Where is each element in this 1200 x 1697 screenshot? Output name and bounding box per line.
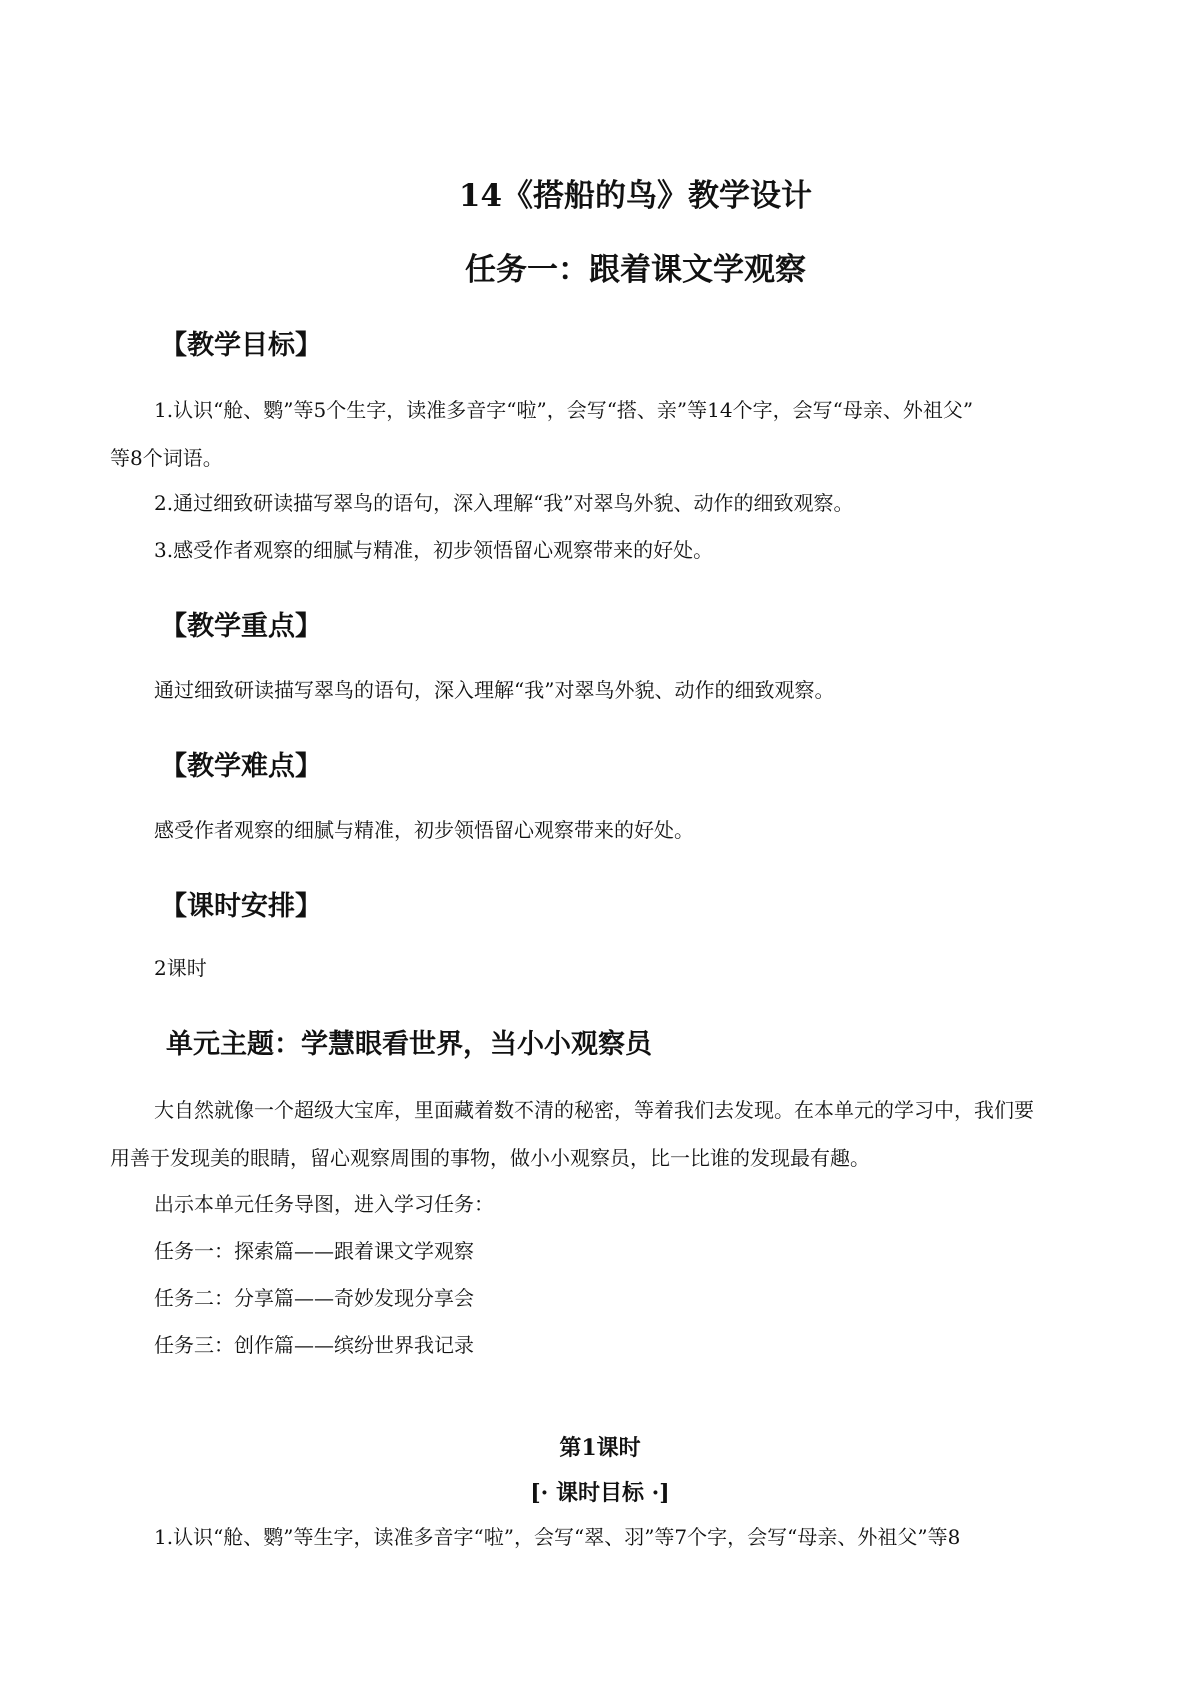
difficulty-heading: 【教学难点】 <box>160 751 322 782</box>
lesson-goal-heading: [· 课时目标 ·] <box>530 1480 670 1506</box>
schedule-heading: 【课时安排】 <box>160 891 322 922</box>
objective-item-1-cont: 等8个词语。 <box>110 446 223 470</box>
key-point-heading: 【教学重点】 <box>160 611 322 642</box>
objective-item-1: 1.认识“舱、鹦”等5个生字，读准多音字“啦”，会写“搭、亲”等14个字，会写“母亲、外祖父” <box>154 398 974 422</box>
key-point-text: 通过细致研读描写翠鸟的语句，深入理解“我”对翠鸟外貌、动作的细致观察。 <box>154 678 835 702</box>
task-subtitle: 任务一：跟着课文学观察 <box>465 252 806 288</box>
document-title: 14《搭船的鸟》教学设计 <box>458 178 813 214</box>
difficulty-text: 感受作者观察的细腻与精准，初步领悟留心观察带来的好处。 <box>154 818 694 842</box>
objective-item-3: 3.感受作者观察的细腻与精准，初步领悟留心观察带来的好处。 <box>154 538 714 562</box>
unit-paragraph-line2: 用善于发现美的眼睛，留心观察周围的事物，做小小观察员，比一比谁的发现最有趣。 <box>110 1146 870 1170</box>
objectives-heading: 【教学目标】 <box>160 330 322 361</box>
schedule-text: 2课时 <box>154 956 207 980</box>
objective-item-2: 2.通过细致研读描写翠鸟的语句，深入理解“我”对翠鸟外貌、动作的细致观察。 <box>154 491 854 515</box>
unit-task-1: 任务一：探索篇——跟着课文学观察 <box>154 1239 474 1263</box>
unit-paragraph-line1: 大自然就像一个超级大宝库，里面藏着数不清的秘密，等着我们去发现。在本单元的学习中，我们要 <box>154 1098 1034 1122</box>
lesson-1-title: 第1课时 <box>559 1435 641 1461</box>
unit-task-2: 任务二：分享篇——奇妙发现分享会 <box>154 1286 474 1310</box>
unit-intro: 出示本单元任务导图，进入学习任务： <box>154 1192 494 1216</box>
unit-task-3: 任务三：创作篇——缤纷世界我记录 <box>154 1333 474 1357</box>
unit-theme-heading: 单元主题：学慧眼看世界，当小小观察员 <box>166 1029 652 1060</box>
lesson-goal-line1: 1.认识“舱、鹦”等生字，读准多音字“啦”，会写“翠、羽”等7个字，会写“母亲、外祖父”等8 <box>154 1525 961 1549</box>
